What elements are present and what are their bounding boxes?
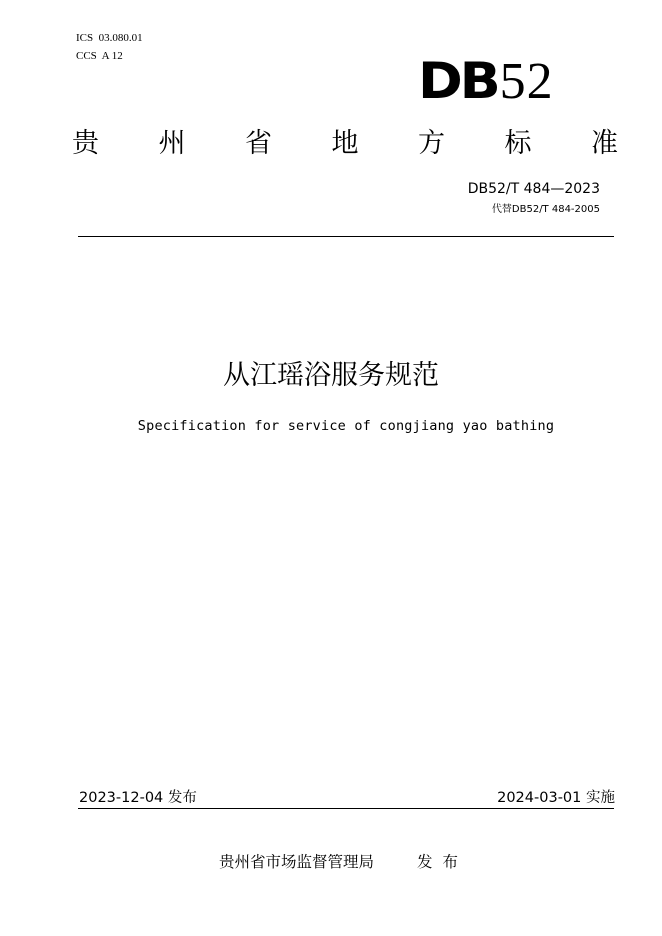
header-divider bbox=[78, 236, 614, 237]
logo-prefix: DB bbox=[418, 52, 498, 110]
standard-number: DB52/T 484—2023 bbox=[467, 181, 600, 197]
document-title-chinese: 从江瑶浴服务规范 bbox=[223, 360, 439, 391]
document-title-english: Specification for service of congjiang yao bathing bbox=[137, 418, 555, 434]
logo-number: 52 bbox=[499, 53, 554, 110]
ccs-code: CCS A 12 bbox=[76, 50, 123, 62]
standard-type-char: 地 bbox=[331, 128, 359, 159]
standard-type-char: 省 bbox=[245, 128, 272, 159]
implementation-date: 2024-03-01 实施 bbox=[497, 790, 615, 806]
standard-type-char: 贵 bbox=[72, 128, 99, 159]
issue-label: 发布 bbox=[417, 853, 469, 871]
footer-divider bbox=[78, 808, 614, 809]
standard-type-char: 标 bbox=[504, 128, 532, 159]
standard-type-char: 准 bbox=[591, 128, 618, 159]
replaces-standard: 代替DB52/T 484-2005 bbox=[491, 204, 600, 215]
issuing-authority: 贵州省市场监督管理局 bbox=[219, 853, 375, 871]
release-date: 2023-12-04 发布 bbox=[79, 790, 197, 806]
standard-type-char: 方 bbox=[418, 128, 445, 159]
ics-code: ICS 03.080.01 bbox=[76, 32, 143, 44]
standard-type-heading bbox=[72, 124, 618, 164]
standard-type-char: 州 bbox=[158, 128, 186, 159]
db52-logo bbox=[418, 52, 554, 110]
